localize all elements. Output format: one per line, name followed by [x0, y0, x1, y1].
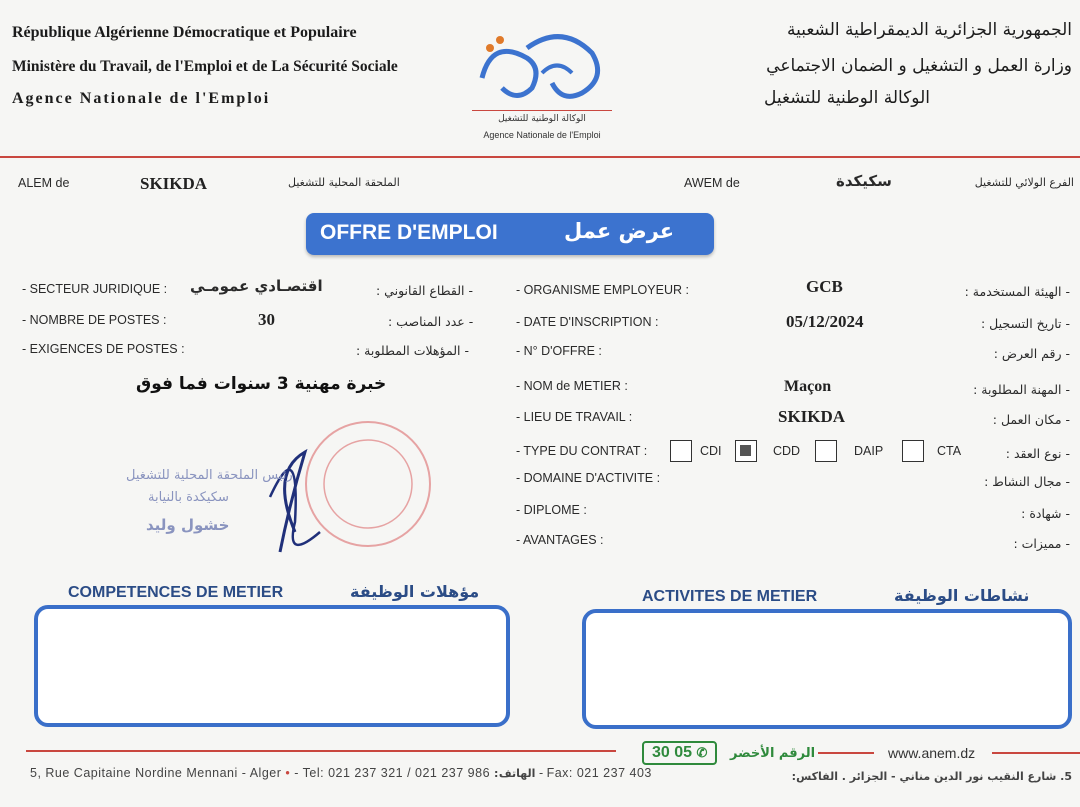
competences-title-ar: مؤهلات الوظيفة — [350, 582, 480, 601]
contract-cdi-checkbox[interactable] — [670, 440, 692, 462]
header-fr-line-2: Ministère du Travail, de l'Emploi et de La Sécurité Sociale — [12, 58, 398, 75]
footer-address-line: 5, Rue Capitaine Nordine Mennani - Alger • - Tel: 021 237 321 / 021 237 986 :الهاتف - Fax: 021 237 403 — [30, 766, 652, 780]
exigences-value: خبرة مهنية 3 سنوات فما فوق — [136, 374, 387, 394]
domaine-label: - DOMAINE D'ACTIVITE : — [516, 471, 661, 485]
contrat-ar-label: - نوع العقد : — [1005, 446, 1070, 461]
metier-ar-label: - المهنة المطلوبة : — [973, 382, 1070, 397]
contrat-label: - TYPE DU CONTRAT : — [516, 444, 648, 458]
stamp-line-1: رئيس الملحقة المحلية للتشغيل — [126, 468, 293, 483]
logo-caption-fr: Agence Nationale de l'Emploi — [483, 130, 601, 140]
contract-daip-checkbox[interactable] — [815, 440, 837, 462]
header-ar-line-1: الجمهورية الجزائرية الديمقراطية الشعبية — [786, 20, 1072, 40]
header-fr-line-3: Agence Nationale de l'Emploi — [12, 90, 271, 107]
postes-value: 30 — [258, 310, 275, 329]
avantages-ar-label: - مميزات : — [1013, 536, 1070, 551]
phone-icon: ✆ — [696, 745, 708, 760]
green-number — [642, 741, 717, 765]
metier-label: - NOM de METIER : — [516, 379, 628, 393]
activites-title-ar: نشاطات الوظيفة — [894, 586, 1030, 605]
postes-ar-label: - عدد المناصب : — [388, 314, 474, 329]
offre-ar-label: - رقم العرض : — [993, 346, 1070, 361]
lieu-label: - LIEU DE TRAVAIL : — [516, 410, 633, 424]
logo-caption-ar: الوكالة الوطنية للتشغيل — [498, 114, 586, 124]
contract-cta-label: CTA — [937, 444, 962, 458]
contract-cta-checkbox[interactable] — [902, 440, 924, 462]
domaine-ar-label: - مجال النشاط : — [984, 474, 1070, 489]
anem-logo-icon — [472, 18, 612, 108]
green-number-label: الرقم الأخضر — [730, 746, 816, 761]
employer-label: - ORGANISME EMPLOYEUR : — [516, 283, 689, 297]
diplome-ar-label: - شهادة : — [1021, 506, 1070, 521]
competences-box[interactable] — [34, 605, 510, 727]
footer-address-ar: 5. شارع النقيب نور الدين مناني - الجزائر . الفاكس: — [791, 770, 1072, 783]
footer-divider-right — [992, 752, 1080, 754]
website-link[interactable]: www.anem.dz — [888, 745, 976, 761]
lieu-ar-label: - مكان العمل : — [992, 412, 1070, 427]
header-fr-line-1: République Algérienne Démocratique et Populaire — [12, 24, 357, 41]
alem-ar-label: الملحقة المحلية للتشغيل — [288, 176, 400, 189]
footer-divider-mid — [818, 752, 874, 754]
secteur-ar-label: - القطاع القانوني : — [376, 283, 474, 298]
anem-logo — [472, 18, 612, 148]
competences-title: COMPETENCES DE METIER — [68, 584, 284, 601]
secteur-label: - SECTEUR JURIDIQUE : — [22, 282, 168, 296]
footer-fax: - Fax: 021 237 403 — [538, 766, 652, 780]
secteur-value: اقتصـادي عمومـي — [190, 277, 323, 295]
header-ar-line-2: وزارة العمل و التشغيل و الضمان الاجتماعي — [766, 56, 1072, 76]
date-ar-label: - تاريخ التسجيل : — [980, 316, 1070, 331]
activites-title: ACTIVITES DE METIER — [642, 588, 818, 605]
diplome-label: - DIPLOME : — [516, 503, 587, 517]
activites-box[interactable] — [582, 609, 1072, 729]
footer-tel: - Tel: 021 237 321 / 021 237 986 — [294, 766, 491, 780]
footer-phone-ar: :الهاتف — [494, 767, 536, 780]
alem-label: ALEM de — [18, 176, 70, 190]
alem-value: SKIKDA — [140, 174, 208, 193]
exigences-label: - EXIGENCES DE POSTES : — [22, 342, 185, 356]
footer-address-fr: 5, Rue Capitaine Nordine Mennani - Alger — [30, 766, 282, 780]
awem-label: AWEM de — [684, 176, 740, 190]
lieu-value: SKIKDA — [778, 407, 846, 426]
stamp-line-3: خشول وليد — [146, 516, 230, 534]
official-stamp — [120, 412, 450, 572]
offre-label: - N° D'OFFRE : — [516, 344, 602, 358]
offer-banner — [306, 213, 714, 255]
banner-title-fr: OFFRE D'EMPLOI — [320, 221, 498, 244]
header-divider — [0, 156, 1080, 158]
stamp-line-2: سكيكدة بالنيابة — [148, 490, 229, 505]
contract-cdi-label: CDI — [700, 444, 722, 458]
metier-value: Maçon — [784, 378, 832, 395]
green-number-value: 30 05 — [652, 744, 693, 761]
date-label: - DATE D'INSCRIPTION : — [516, 315, 659, 329]
employer-ar-label: - الهيئة المستخدمة : — [964, 284, 1070, 299]
contract-cdd-checkbox[interactable] — [735, 440, 757, 462]
awem-value: سكيكدة — [836, 172, 892, 190]
avantages-label: - AVANTAGES : — [516, 533, 604, 547]
postes-label: - NOMBRE DE POSTES : — [22, 313, 167, 327]
banner-title-ar: عرض عمل — [564, 219, 675, 243]
contract-daip-label: DAIP — [854, 444, 884, 458]
date-value: 05/12/2024 — [786, 312, 864, 331]
awem-ar-label: الفرع الولائي للتشغيل — [974, 176, 1074, 189]
employer-value: GCB — [806, 277, 843, 296]
header-ar-line-3: الوكالة الوطنية للتشغيل — [764, 88, 930, 108]
exigences-ar-label: - المؤهلات المطلوبة : — [356, 343, 469, 358]
contract-cdd-label: CDD — [773, 444, 801, 458]
footer-divider-left — [26, 750, 616, 752]
